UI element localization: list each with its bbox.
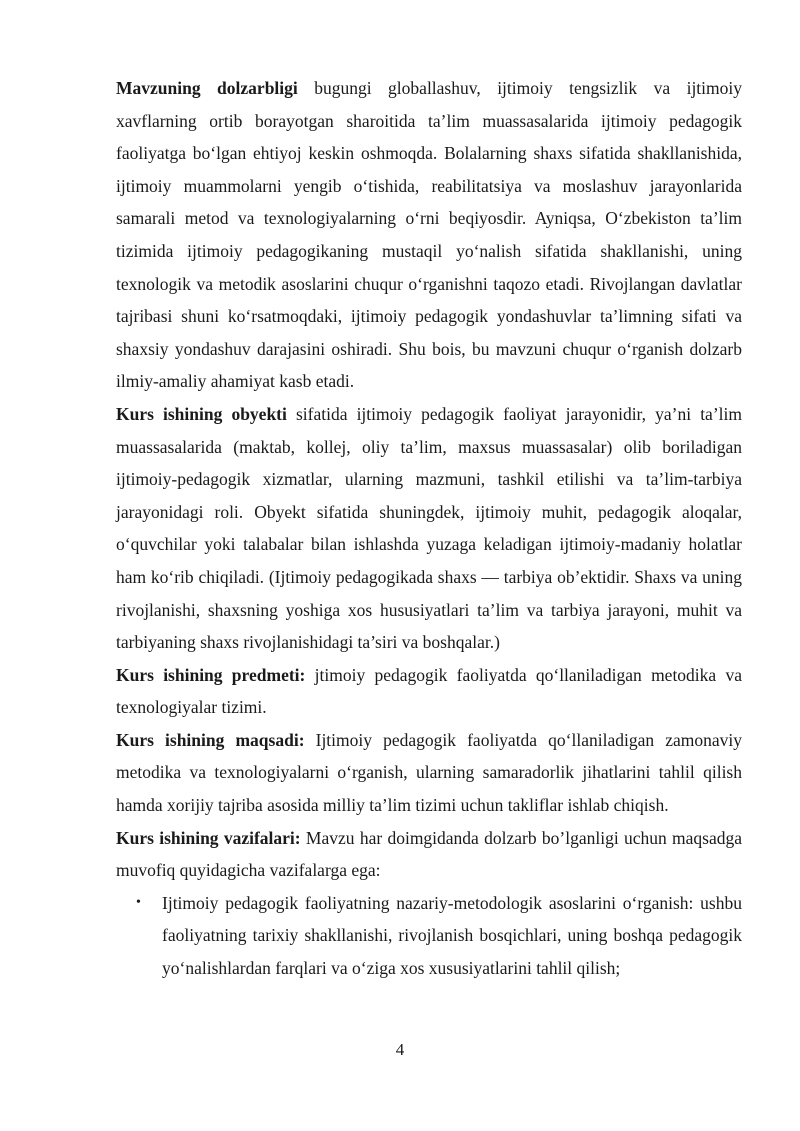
heading-tasks: Kurs ishining vazifalari: [116,827,301,848]
paragraph-goal [116,724,742,822]
text-subject: jtimoiy pedagogik faoliyatda qo‘llaniladigan metodika va texnologiyalar tizimi. [116,664,742,718]
heading-relevance: Mavzuning dolzarbligi [116,78,298,98]
paragraph-subject [116,659,742,724]
text-object: sifatida ijtimoiy pedagogik faoliyat jarayonidir, ya’ni ta’lim muassasalarida (maktab, kollej, oliy ta’lim, maxsus muassasalar) olib boriladigan ijtimoiy-pedagogik xizmatlar, ularning mazmuni, tashkil etilishi va ta’lim-tarbiya jarayonidagi roli. Obyekt sifatida shuningdek, ijtimoiy muhit, pedagogik aloqalar, o‘quvchilar yoki talabalar bilan ishlashda yuzaga keladigan ijtimoiy-madaniy holatlar ham ko‘rib chiqiladi. (Ijtimoiy pedagogikada shaxs — tarbiya ob’ektidir. Shaxs va uning rivojlanishi, shaxsning yoshiga xos hususiyatlari ta’lim va tarbiya jarayoni, muhit va tarbiyaning shaxs rivojlanishidagi ta’siri va boshqalar.) [116,403,742,653]
heading-object: Kurs ishining obyekti [116,403,287,424]
heading-goal: Kurs ishining maqsadi: [116,729,305,750]
task-list [116,887,742,985]
list-item-text: Ijtimoiy pedagogik faoliyatning nazariy-metodologik asoslarini o‘rganish: ushbu faoliyatning tarixiy shakllanishi, rivojlanish bosqichlari, uning boshqa pedagogik yo‘nalishlardan farqlari va o‘ziga xos xususiyatlarini tahlil qilish; [162,892,742,979]
paragraph-relevance [116,72,742,398]
page-number: 4 [395,1040,405,1059]
paragraph-tasks [116,822,742,887]
text-relevance: bugungi globallashuv, ijtimoiy tengsizlik va ijtimoiy xavflarning ortib borayotgan sharoitida ta’lim muassasalarida ijtimoiy pedagogik faoliyatga bo‘lgan ehtiyoj keskin oshmoqda. Bolalarning shaxs sifatida shakllanishida, ijtimoiy muammolarni yengib o‘tishida, reabilitatsiya va moslashuv jarayonlarida samarali metod va texnologiyalarning o‘rni beqiyosdir. Ayniqsa, O‘zbekiston ta’lim tizimida ijtimoiy pedagogikaning mustaqil yo‘nalish sifatida shakllanishi, uning texnologik va metodik asoslarini chuqur o‘rganishni taqozo etadi. Rivojlangan davlatlar tajribasi shuni ko‘rsatmoqdaki, ijtimoiy pedagogik yondashuvlar ta’limning sifati va shaxsiy yondashuv darajasini oshiradi. Shu bois, bu mavzuni chuqur o‘rganish dolzarb ilmiy-amaliy ahamiyat kasb etadi. [116,78,743,392]
heading-subject: Kurs ishining predmeti: [116,664,306,685]
text-goal: Ijtimoiy pedagogik faoliyatda qo‘llaniladigan zamonaviy metodika va texnologiyalarni o‘rganish, ularning samaradorlik jihatlarini tahlil qilish hamda xorijiy tajriba asosida milliy ta’lim tizimi uchun takliflar ishlab chiqish. [116,729,742,816]
bullet-icon: • [136,894,141,910]
paragraph-object [116,398,742,659]
text-tasks: Mavzu har doimgidanda dolzarb bo’lganligi uchun maqsadga muvofiq quyidagicha vazifalarga ega: [116,827,743,881]
list-item [136,887,742,985]
